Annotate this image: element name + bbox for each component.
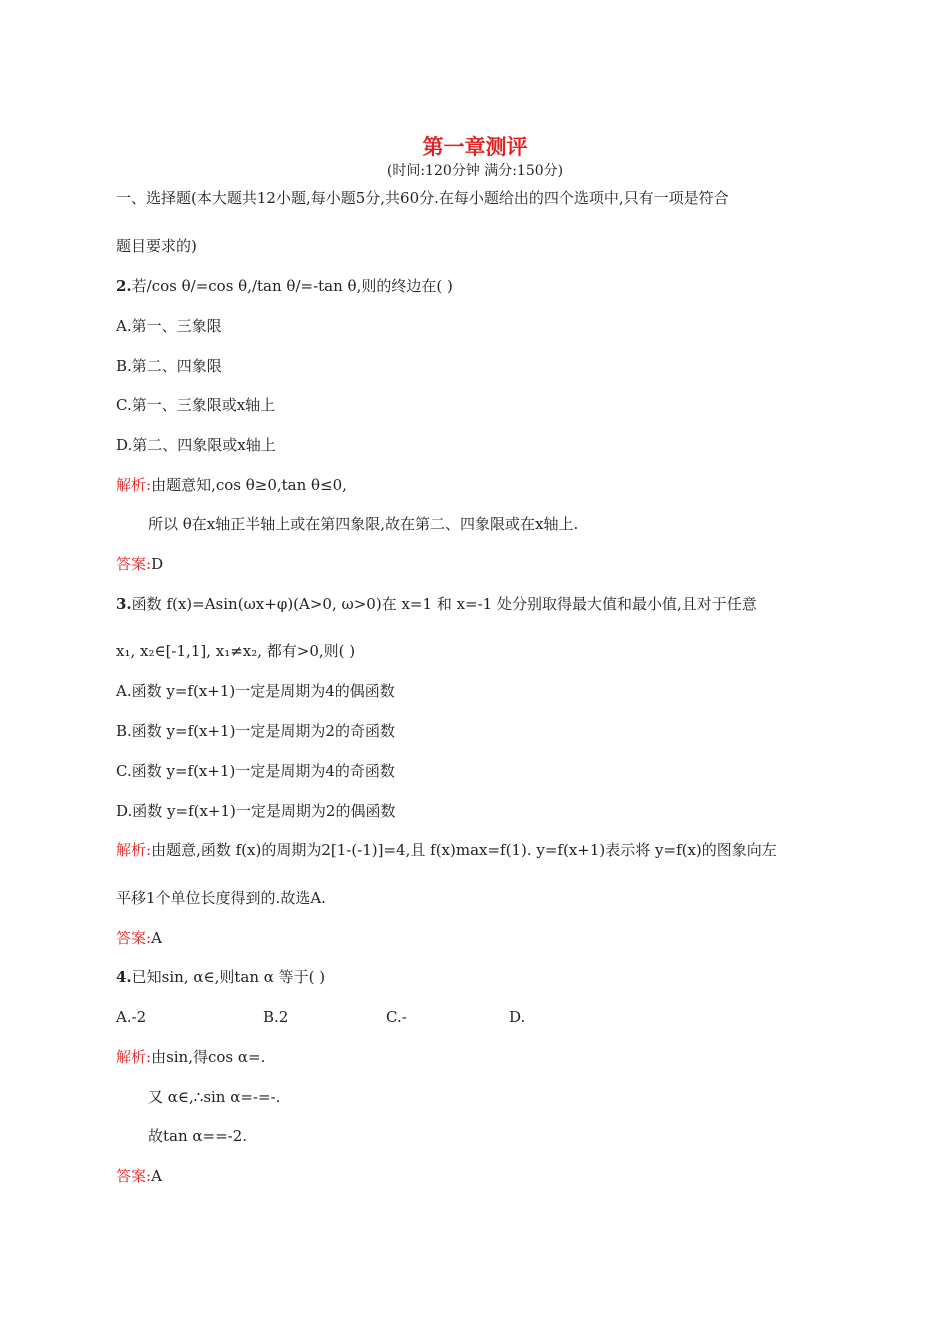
answer-label: 答案:	[116, 1167, 152, 1185]
analysis-line	[116, 1047, 265, 1067]
question-text: 已知sin, α∈,则tan α 等于( )	[131, 968, 326, 986]
answer-label: 答案:	[116, 929, 152, 947]
answer-line	[116, 1166, 162, 1186]
analysis-text-2: 所以 θ在x轴正半轴上或在第四象限,故在第二、四象限或在x轴上.	[148, 515, 579, 533]
section-heading-line2: 题目要求的)	[116, 237, 197, 255]
option-c: C.函数 y=f(x+1)一定是周期为4的奇函数	[116, 762, 395, 780]
answer-value: A	[151, 929, 162, 947]
answer-label: 答案:	[116, 555, 152, 573]
question-3-stem-line1	[116, 594, 757, 614]
question-text: 若/cos θ/=cos θ,/tan θ/=-tan θ,则的终边在( )	[131, 277, 453, 295]
option-d: D.	[509, 1008, 526, 1026]
question-number: 4.	[116, 968, 132, 986]
option-c: C.-	[386, 1008, 407, 1026]
option-b: B.2	[263, 1008, 289, 1026]
answer-value: D	[151, 555, 164, 573]
section-heading-line1: 一、选择题(本大题共12小题,每小题5分,共60分.在每小题给出的四个选项中,只有一项是符合	[116, 189, 729, 207]
question-number: 2.	[116, 277, 132, 295]
option-a: A.第一、三象限	[116, 317, 222, 335]
option-d: D.第二、四象限或x轴上	[116, 436, 276, 454]
analysis-text-3: 故tan α==-2.	[148, 1127, 248, 1145]
option-b: B.函数 y=f(x+1)一定是周期为2的奇函数	[116, 722, 395, 740]
option-a: A.函数 y=f(x+1)一定是周期为4的偶函数	[116, 682, 395, 700]
question-4-stem	[116, 967, 325, 987]
answer-line	[116, 554, 163, 574]
question-text: 函数 f(x)=Asin(ωx+φ)(A>0, ω>0)在 x=1 和 x=-1 处分别取得最大值和最小值,且对于任意	[131, 595, 757, 613]
answer-value: A	[151, 1167, 162, 1185]
analysis-text: 由sin,得cos α=.	[151, 1048, 266, 1066]
analysis-text-2: 又 α∈,∴sin α=-=-.	[148, 1088, 281, 1106]
question-3-stem-line2: x₁, x₂∈[-1,1], x₁≠x₂, 都有>0,则( )	[116, 642, 356, 660]
question-2-stem	[116, 276, 453, 296]
analysis-line	[116, 840, 777, 860]
analysis-label: 解析:	[116, 841, 152, 859]
page-title: 第一章测评	[422, 134, 528, 159]
analysis-text-2: 平移1个单位长度得到的.故选A.	[116, 889, 326, 907]
option-d: D.函数 y=f(x+1)一定是周期为2的偶函数	[116, 802, 396, 820]
option-c: C.第一、三象限或x轴上	[116, 396, 276, 414]
option-a: A.-2	[116, 1008, 147, 1026]
analysis-label: 解析:	[116, 476, 152, 494]
analysis-text: 由题意,函数 f(x)的周期为2[1-(-1)]=4,且 f(x)max=f(1). y=f(x+1)表示将 y=f(x)的图象向左	[151, 841, 777, 859]
question-number: 3.	[116, 595, 132, 613]
analysis-label: 解析:	[116, 1048, 152, 1066]
page-subtitle: (时间:120分钟 满分:150分)	[386, 163, 564, 179]
answer-line	[116, 928, 162, 948]
analysis-text: 由题意知,cos θ≥0,tan θ≤0,	[151, 476, 347, 494]
analysis-line	[116, 475, 347, 495]
option-b: B.第二、四象限	[116, 357, 222, 375]
